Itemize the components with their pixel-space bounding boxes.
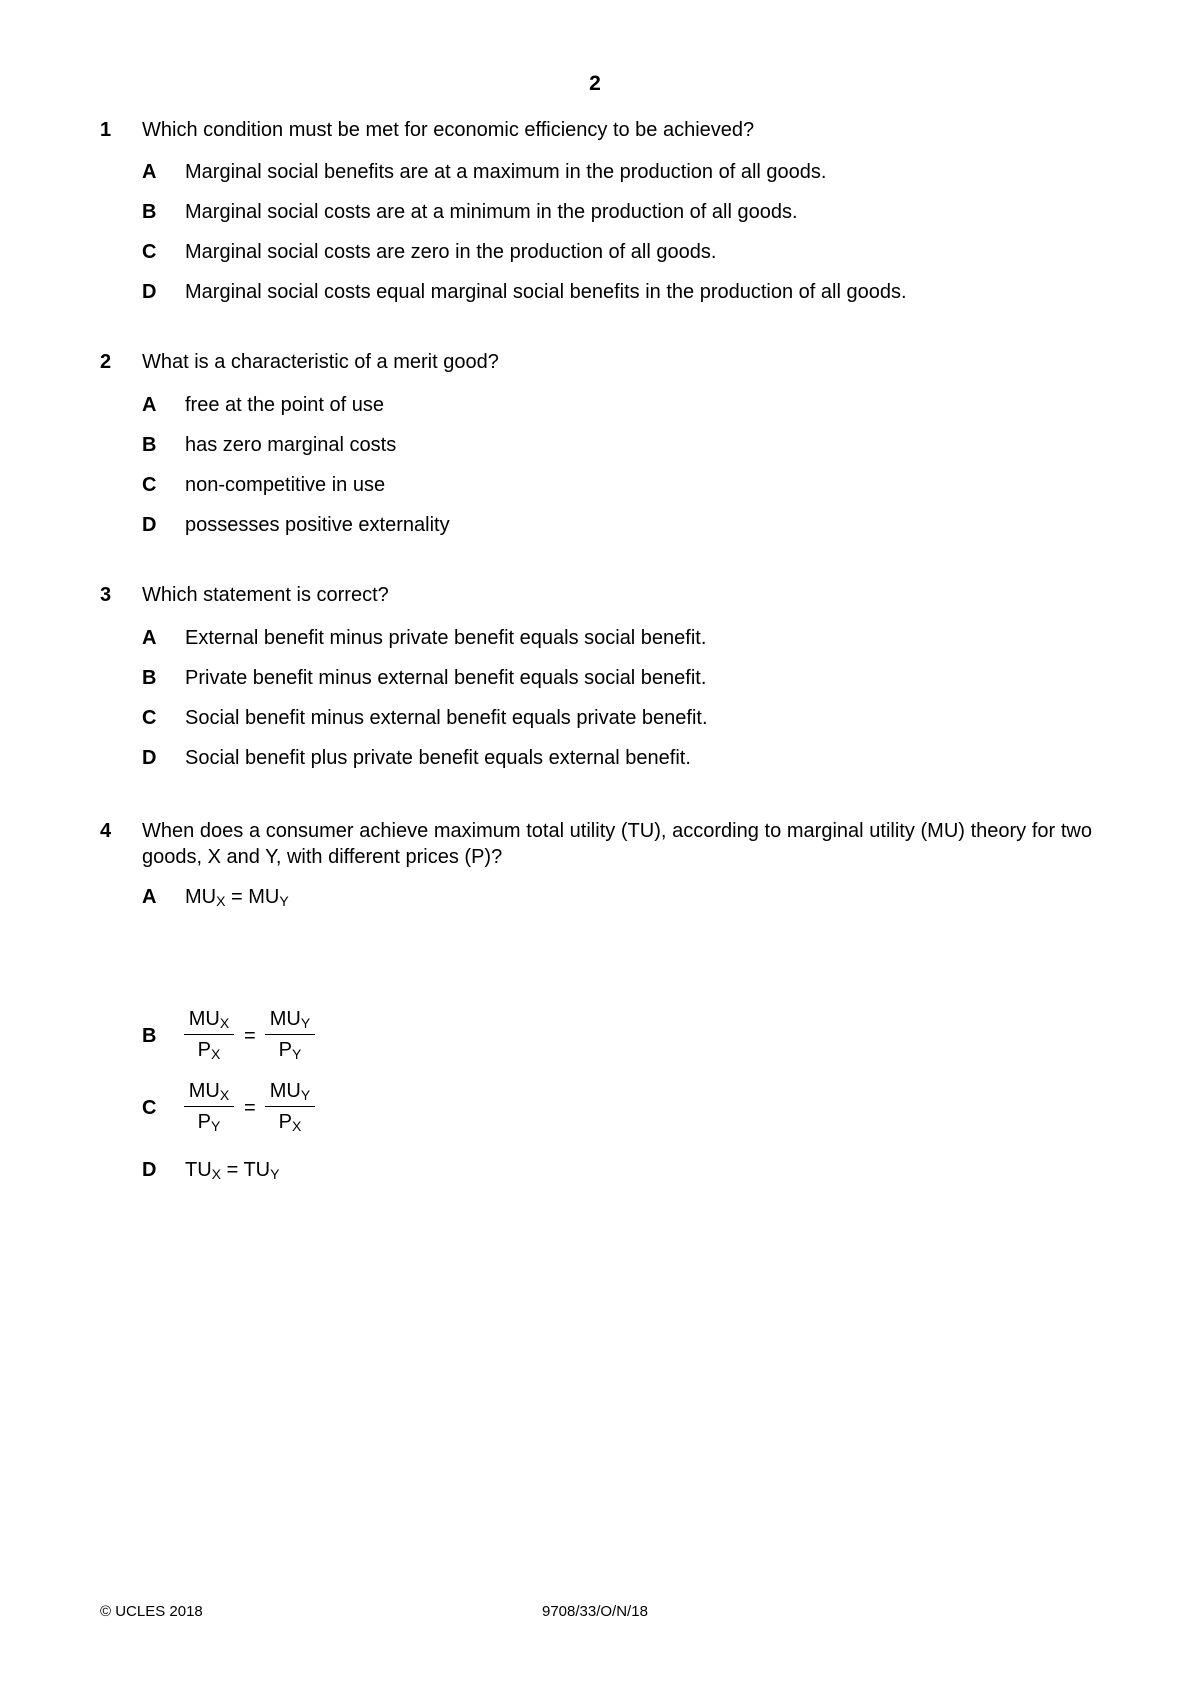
option-equation xyxy=(185,1156,279,1184)
subscript: X xyxy=(211,1166,222,1182)
option-text: External benefit minus private benefit equals social benefit. xyxy=(185,627,707,649)
option-1c xyxy=(0,238,1190,266)
option-3d xyxy=(0,744,1190,772)
fraction-right xyxy=(265,1077,315,1136)
option-letter: D xyxy=(142,281,157,303)
term-left: MU xyxy=(185,886,217,908)
option-text: Social benefit plus private benefit equals external benefit. xyxy=(185,747,691,769)
option-letter: B xyxy=(142,201,157,223)
option-letter: D xyxy=(142,514,157,536)
option-letter: A xyxy=(142,394,157,416)
subscript: Y xyxy=(279,893,289,909)
question-number: 3 xyxy=(100,584,112,606)
subscript: X xyxy=(216,893,226,909)
option-letter: C xyxy=(142,1097,157,1119)
option-text: Marginal social costs are at a minimum in the production of all goods. xyxy=(185,201,798,223)
option-1a xyxy=(0,158,1190,186)
numerator: $MU_Y$ xyxy=(265,1077,315,1107)
fraction-left xyxy=(184,1077,234,1136)
option-2d xyxy=(0,511,1190,539)
numerator: $MU_Y$ xyxy=(265,1005,315,1035)
option-2b xyxy=(0,431,1190,459)
question-number: 4 xyxy=(100,820,112,842)
footer-paper-code: 9708/33/O/N/18 xyxy=(542,1603,648,1620)
term-right: MU xyxy=(248,886,280,908)
question-text: When does a consumer achieve maximum total utility (TU), according to marginal utility (MU) theory for two goods, X and Y, with different prices (P)? xyxy=(142,820,1092,868)
option-text: non-competitive in use xyxy=(185,474,386,496)
option-letter: C xyxy=(142,707,157,729)
question-number: 2 xyxy=(100,351,112,373)
option-letter: C xyxy=(142,241,157,263)
denominator: $P_X$ xyxy=(278,1111,302,1134)
numerator: $MU_X$ xyxy=(184,1005,234,1035)
option-3a xyxy=(0,624,1190,652)
equals-sign: = xyxy=(221,1159,244,1181)
fraction-left xyxy=(184,1005,234,1064)
option-letter: A xyxy=(142,627,157,649)
option-4a xyxy=(0,883,1190,911)
question-text: Which condition must be met for economic efficiency to be achieved? xyxy=(142,119,755,141)
option-4b xyxy=(0,1005,1190,1067)
question-4 xyxy=(0,818,1190,870)
equals-sign: = xyxy=(225,886,249,908)
option-text: possesses positive externality xyxy=(185,514,450,536)
option-letter: B xyxy=(142,667,157,689)
term-left: TU xyxy=(185,1159,212,1181)
question-2 xyxy=(0,349,1190,375)
option-letter: A xyxy=(142,161,157,183)
option-1d xyxy=(0,278,1190,306)
equals-sign: = xyxy=(244,1025,256,1047)
option-text: Marginal social benefits are at a maximum in the production of all goods. xyxy=(185,161,827,183)
option-text: Social benefit minus external benefit equals private benefit. xyxy=(185,707,708,729)
question-3 xyxy=(0,582,1190,608)
numerator: $MU_X$ xyxy=(184,1077,234,1107)
denominator: $P_Y$ xyxy=(278,1039,302,1062)
option-letter: D xyxy=(142,1159,157,1181)
option-3b xyxy=(0,664,1190,692)
option-letter: A xyxy=(142,886,157,908)
option-2c xyxy=(0,471,1190,499)
term-right: TU xyxy=(243,1159,271,1181)
denominator: $P_Y$ xyxy=(197,1111,221,1134)
option-1b xyxy=(0,198,1190,226)
option-letter: B xyxy=(142,434,157,456)
option-text: has zero marginal costs xyxy=(185,434,397,456)
option-text: Marginal social costs equal marginal social benefits in the production of all goods. xyxy=(185,281,907,303)
question-1 xyxy=(0,117,1190,143)
option-text: Private benefit minus external benefit equals social benefit. xyxy=(185,667,707,689)
option-equation xyxy=(185,883,289,911)
option-3c xyxy=(0,704,1190,732)
option-letter: D xyxy=(142,747,157,769)
page-number: 2 xyxy=(589,72,601,95)
option-letter: B xyxy=(142,1025,157,1047)
subscript: Y xyxy=(270,1166,280,1182)
option-4c xyxy=(0,1077,1190,1139)
footer-copyright: © UCLES 2018 xyxy=(100,1603,203,1620)
option-2a xyxy=(0,391,1190,419)
option-text: free at the point of use xyxy=(185,394,385,416)
question-text: Which statement is correct? xyxy=(142,584,389,606)
option-4d xyxy=(0,1156,1190,1184)
question-number: 1 xyxy=(100,119,112,141)
denominator: $P_X$ xyxy=(197,1039,221,1062)
equals-sign: = xyxy=(244,1097,256,1119)
option-letter: C xyxy=(142,474,157,496)
fraction-right xyxy=(265,1005,315,1064)
question-text: What is a characteristic of a merit good? xyxy=(142,351,499,373)
option-text: Marginal social costs are zero in the production of all goods. xyxy=(185,241,717,263)
